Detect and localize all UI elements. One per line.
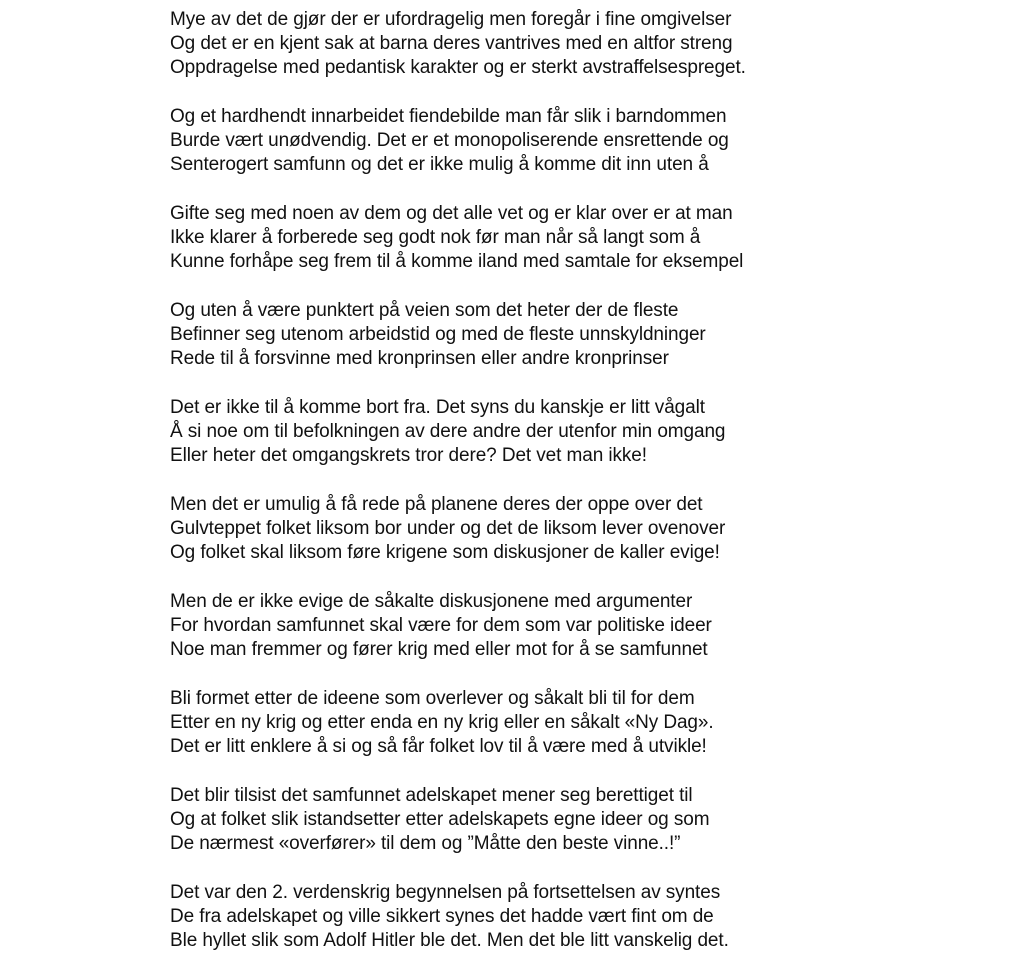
poem-line: Etter en ny krig og etter enda en ny krig eller en såkalt «Ny Dag».	[170, 712, 714, 733]
stanza	[170, 396, 746, 468]
poem-line: Oppdragelse med pedantisk karakter og er sterkt avstraffelsespreget.	[170, 57, 746, 78]
poem-line: Mye av det de gjør der er ufordragelig men foregår i fine omgivelser	[170, 9, 732, 30]
poem-line: Burde vært unødvendig. Det er et monopoliserende ensrettende og	[170, 130, 729, 151]
poem-line: Og folket skal liksom føre krigene som diskusjoner de kaller evige!	[170, 542, 720, 563]
poem-line: Det var den 2. verdenskrig begynnelsen på fortsettelsen av syntes	[170, 882, 721, 903]
poem-line: Senterogert samfunn og det er ikke mulig å komme dit inn uten å	[170, 154, 709, 175]
poem-line: Ble hyllet slik som Adolf Hitler ble det. Men det ble litt vanskelig det.	[170, 930, 729, 951]
poem-line: Gulvteppet folket liksom bor under og det de liksom lever ovenover	[170, 518, 726, 539]
stanza	[170, 493, 746, 565]
poem-line: Eller heter det omgangskrets tror dere? Det vet man ikke!	[170, 445, 647, 466]
poem-line: Noe man fremmer og fører krig med eller mot for å se samfunnet	[170, 639, 708, 660]
poem-line: Og det er en kjent sak at barna deres vantrives med en altfor streng	[170, 33, 733, 54]
poem-line: Og uten å være punktert på veien som det heter der de fleste	[170, 300, 679, 321]
stanza	[170, 784, 746, 856]
poem-line: De nærmest «overfører» til dem og ”Måtte den beste vinne..!”	[170, 833, 681, 854]
stanza	[170, 8, 746, 80]
poem-line: Å si noe om til befolkningen av dere andre der utenfor min omgang	[170, 421, 726, 442]
poem-line: Gifte seg med noen av dem og det alle vet og er klar over er at man	[170, 203, 733, 224]
stanza	[170, 687, 746, 759]
stanza	[170, 202, 746, 274]
poem-line: Men det er umulig å få rede på planene deres der oppe over det	[170, 494, 703, 515]
stanza	[170, 105, 746, 177]
poem-line: Og at folket slik istandsetter etter adelskapets egne ideer og som	[170, 809, 710, 830]
poem-text	[170, 8, 746, 978]
poem-line: Rede til å forsvinne med kronprinsen eller andre kronprinser	[170, 348, 669, 369]
poem-line: Det blir tilsist det samfunnet adelskapet mener seg berettiget til	[170, 785, 693, 806]
poem-line: Det er litt enklere å si og så får folket lov til å være med å utvikle!	[170, 736, 707, 757]
poem-line: Kunne forhåpe seg frem til å komme iland med samtale for eksempel	[170, 251, 744, 272]
poem-line: Men de er ikke evige de såkalte diskusjonene med argumenter	[170, 591, 693, 612]
poem-line: Ikke klarer å forberede seg godt nok før man når så langt som å	[170, 227, 701, 248]
stanza	[170, 299, 746, 371]
poem-line: Og et hardhendt innarbeidet fiendebilde man får slik i barndommen	[170, 106, 727, 127]
stanza	[170, 881, 746, 953]
poem-line: De fra adelskapet og ville sikkert synes det hadde vært fint om de	[170, 906, 714, 927]
poem-line: For hvordan samfunnet skal være for dem som var politiske ideer	[170, 615, 712, 636]
stanza	[170, 590, 746, 662]
poem-line: Det er ikke til å komme bort fra. Det syns du kanskje er litt vågalt	[170, 397, 705, 418]
poem-line: Bli formet etter de ideene som overlever og såkalt bli til for dem	[170, 688, 695, 709]
poem-line: Befinner seg utenom arbeidstid og med de fleste unnskyldninger	[170, 324, 706, 345]
